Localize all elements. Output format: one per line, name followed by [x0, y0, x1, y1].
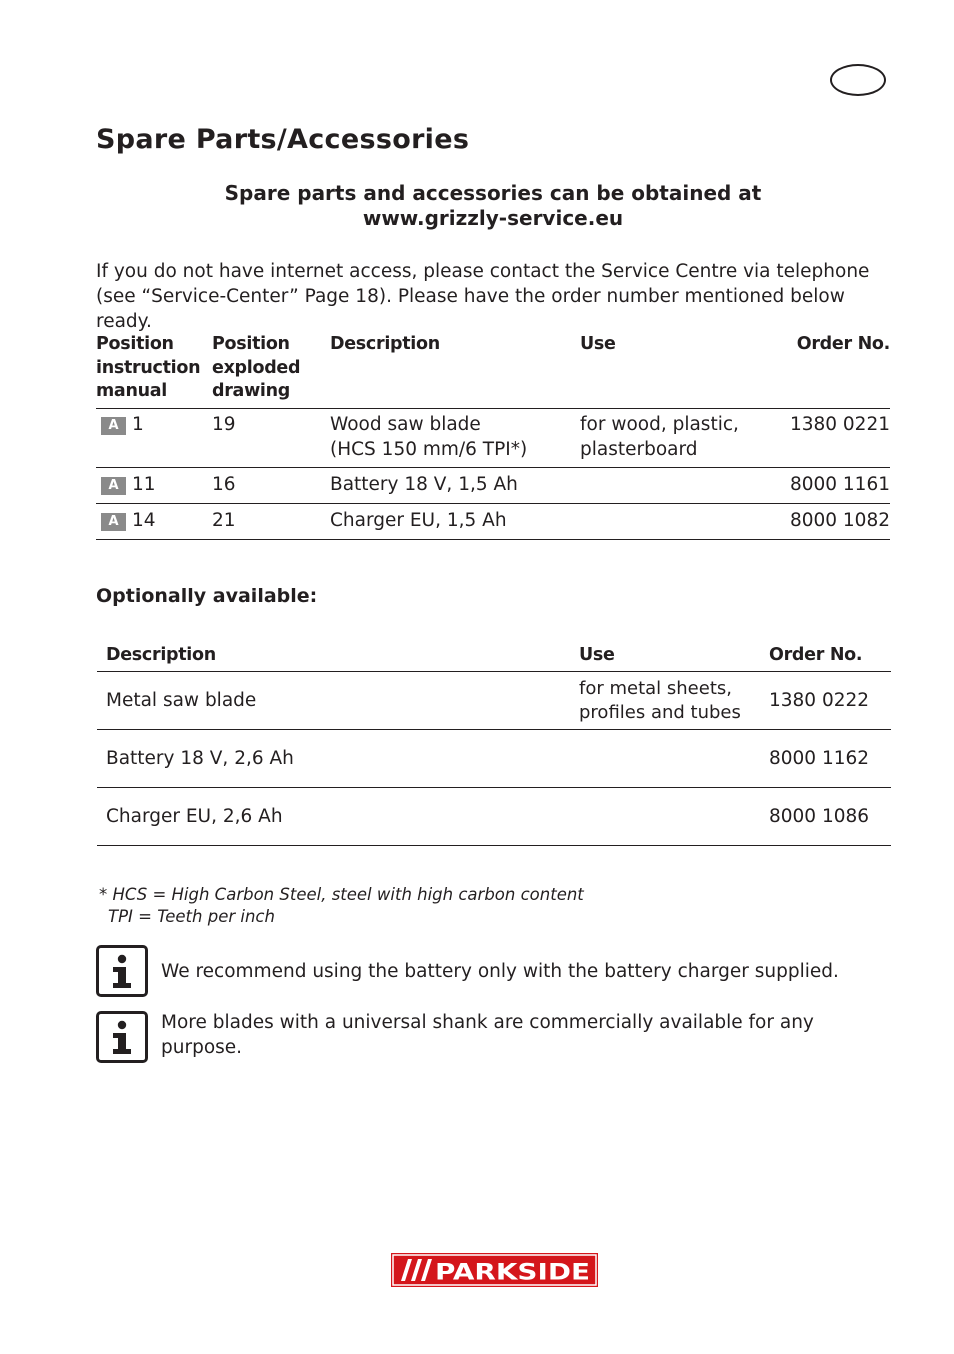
cell-description: Charger EU, 2,6 Ah — [97, 788, 579, 846]
cell-order-no: 1380 0222 — [769, 672, 891, 730]
col-position-manual: Position instruction manual — [96, 333, 212, 408]
cell-use — [579, 730, 769, 788]
optional-title: Optionally available: — [96, 585, 318, 607]
model-badge: A — [101, 513, 126, 531]
info-text: We recommend using the battery only with the battery charger supplied. — [161, 961, 839, 982]
cell-position-drawing: 19 — [212, 408, 330, 467]
cell-description: Battery 18 V, 2,6 Ah — [97, 730, 579, 788]
cell-use — [579, 788, 769, 846]
table-row — [97, 788, 891, 846]
cell-description: Charger EU, 1,5 Ah — [330, 503, 580, 539]
cell-description: Wood saw blade (HCS 150 mm/6 TPI*) — [330, 408, 580, 467]
cell-position-manual: A 11 — [96, 467, 212, 503]
col-order-no: Order No. — [770, 333, 890, 408]
logo-text: PARKSIDE — [435, 1260, 590, 1286]
table-row — [97, 730, 891, 788]
cell-order-no: 1380 0221 — [770, 408, 890, 467]
cell-use — [580, 503, 770, 539]
info-icon — [96, 1011, 148, 1063]
info-icon — [96, 945, 148, 997]
table-header-row — [96, 333, 890, 408]
cell-description: Battery 18 V, 1,5 Ah — [330, 467, 580, 503]
col-description: Description — [330, 333, 580, 408]
service-notice — [96, 181, 890, 231]
cell-order-no: 8000 1162 — [769, 730, 891, 788]
col-use: Use — [580, 333, 770, 408]
table-row — [97, 672, 891, 730]
cell-description: Metal saw blade — [97, 672, 579, 730]
col-description: Description — [97, 644, 579, 672]
footnote-line: TPI = Teeth per inch — [108, 907, 275, 926]
language-badge — [830, 64, 886, 96]
optional-table — [97, 644, 891, 846]
spare-parts-table — [96, 333, 890, 540]
cell-use — [580, 467, 770, 503]
col-position-drawing: Position exploded drawing — [212, 333, 330, 408]
cell-position-drawing: 16 — [212, 467, 330, 503]
cell-order-no: 8000 1161 — [770, 467, 890, 503]
model-badge: A — [101, 417, 126, 435]
model-badge: A — [101, 477, 126, 495]
notice-line: Spare parts and accessories can be obtained at — [224, 181, 762, 205]
cell-position-manual: A 14 — [96, 503, 212, 539]
table-row — [96, 503, 890, 539]
info-text: More blades with a universal shank are commercially available for any purpose. — [161, 1012, 814, 1058]
col-use: Use — [579, 644, 769, 672]
cell-use: for metal sheets, profiles and tubes — [579, 672, 769, 730]
cell-order-no: 8000 1086 — [769, 788, 891, 846]
col-order-no: Order No. — [769, 644, 891, 672]
table-row — [96, 467, 890, 503]
service-url: www.grizzly-service.eu — [362, 206, 624, 230]
cell-position-drawing: 21 — [212, 503, 330, 539]
footnote — [99, 884, 584, 928]
cell-order-no: 8000 1082 — [770, 503, 890, 539]
page-title: Spare Parts/Accessories — [96, 124, 470, 155]
footnote-line: * HCS = High Carbon Steel, steel with high carbon content — [99, 885, 584, 904]
intro-paragraph: If you do not have internet access, please contact the Service Centre via telephone (see “Service-Center” Page 18). Please have the order number mentioned below ready. — [96, 261, 870, 332]
table-row — [96, 408, 890, 467]
cell-position-manual: A 1 — [96, 408, 212, 467]
cell-use: for wood, plastic, plasterboard — [580, 408, 770, 467]
parkside-logo — [391, 1253, 598, 1287]
table-header-row — [97, 644, 891, 672]
